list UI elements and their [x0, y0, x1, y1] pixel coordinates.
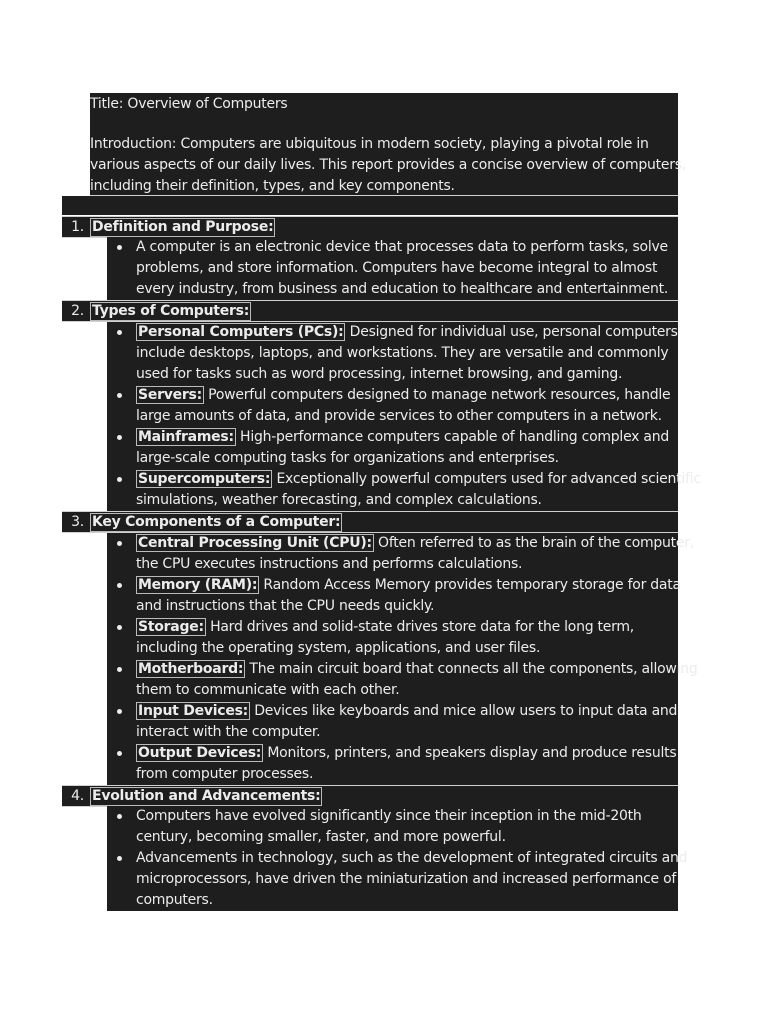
spacer-band: [62, 196, 678, 215]
bullet-term: Input Devices:: [138, 703, 248, 719]
bullet-term: Servers:: [138, 387, 202, 403]
bullet-line: [136, 806, 642, 827]
bullet-term: Central Processing Unit (CPU):: [138, 535, 372, 551]
bullet-text: Advancements in technology, such as the development of integrated circuits and: [136, 850, 688, 866]
bullet-line: [136, 490, 542, 511]
bullet-icon: [117, 541, 122, 546]
bullet-text: High-performance computers capable of handling complex and: [235, 429, 670, 445]
bullet-icon: [117, 751, 122, 756]
bullet-text: the CPU executes instructions and performs calculations.: [136, 556, 523, 572]
bullet-line: [136, 237, 668, 258]
bullet-line: [136, 890, 213, 911]
bullet-line: [136, 448, 559, 469]
bullet-text: large-scale computing tasks for organizations and enterprises.: [136, 450, 559, 466]
bullet-text: Monitors, printers, and speakers display and produce results: [263, 745, 677, 761]
bullet-icon: [117, 477, 122, 482]
section-heading-row: [62, 300, 678, 322]
bullet-icon: [117, 245, 122, 250]
bullet-line: [136, 322, 678, 343]
bullet-line: [136, 279, 668, 300]
bullet-icon: [117, 709, 122, 714]
section-heading-row: [62, 216, 678, 238]
bullet-icon: [117, 330, 122, 335]
bullet-icon: [117, 583, 122, 588]
section-heading: Key Components of a Computer:: [92, 514, 341, 530]
bullet-term: Memory (RAM):: [138, 577, 258, 593]
bullet-line: [136, 596, 434, 617]
bullet-text: from computer processes.: [136, 766, 314, 782]
bullet-text: Powerful computers designed to manage network resources, handle: [203, 387, 671, 403]
bullet-line: [136, 680, 399, 701]
bullet-line: [136, 427, 669, 448]
section-heading-row: [62, 785, 678, 807]
bullet-line: [136, 469, 701, 490]
page-title: Title: Overview of Computers: [90, 96, 288, 112]
bullet-text: Computers have evolved significantly since their inception in the mid-20th: [136, 808, 642, 824]
section-number: 4.: [71, 788, 84, 804]
bullet-text: Random Access Memory provides temporary storage for data: [259, 577, 681, 593]
bullet-text: computers.: [136, 892, 213, 908]
bullet-text: include desktops, laptops, and workstations. They are versatile and commonly: [136, 345, 669, 361]
bullet-icon: [117, 856, 122, 861]
bullet-term: Output Devices:: [138, 745, 262, 761]
bullet-term: Supercomputers:: [138, 471, 271, 487]
bullet-line: [136, 554, 522, 575]
bullet-line: [136, 764, 313, 785]
bullet-text: including the operating system, applications, and user files.: [136, 640, 541, 656]
bullet-text: century, becoming smaller, faster, and more powerful.: [136, 829, 506, 845]
bullet-line: [136, 848, 687, 869]
bullet-text: problems, and store information. Computers have become integral to almost: [136, 260, 658, 276]
section-heading-row: [62, 511, 678, 533]
bullet-icon: [117, 667, 122, 672]
bullet-line: [136, 869, 676, 890]
bullet-line: [136, 406, 662, 427]
section-heading: Evolution and Advancements:: [92, 788, 321, 804]
bullet-text: used for tasks such as word processing, internet browsing, and gaming.: [136, 366, 623, 382]
bullet-line: [136, 617, 634, 638]
bullet-line: [136, 258, 657, 279]
bullet-text: Often referred to as the brain of the computer,: [373, 535, 694, 551]
bullet-line: [136, 638, 540, 659]
bullet-icon: [117, 435, 122, 440]
bullet-text: every industry, from business and education to healthcare and entertainment.: [136, 281, 669, 297]
bullet-line: [136, 827, 506, 848]
bullet-text: them to communicate with each other.: [136, 682, 400, 698]
bullet-text: and instructions that the CPU needs quickly.: [136, 598, 435, 614]
bullet-line: [136, 722, 320, 743]
bullet-line: [136, 743, 676, 764]
section-number: 3.: [71, 514, 84, 530]
bullet-line: [136, 533, 694, 554]
bullet-line: [136, 385, 670, 406]
bullet-icon: [117, 393, 122, 398]
bullet-icon: [117, 814, 122, 819]
bullet-term: Mainframes:: [138, 429, 234, 445]
bullet-icon: [117, 625, 122, 630]
intro-line: various aspects of our daily lives. This report provides a concise overview of computers,: [90, 157, 686, 173]
bullet-line: [136, 701, 677, 722]
bullet-term: Personal Computers (PCs):: [138, 324, 344, 340]
section-number: 1.: [71, 219, 84, 235]
section-heading: Definition and Purpose:: [92, 219, 274, 235]
intro-line: including their definition, types, and key components.: [90, 178, 455, 194]
bullet-line: [136, 364, 622, 385]
bullet-line: [136, 659, 698, 680]
bullet-text: Devices like keyboards and mice allow users to input data and: [250, 703, 678, 719]
bullet-term: Storage:: [138, 619, 204, 635]
bullet-text: interact with the computer.: [136, 724, 321, 740]
bullet-term: Motherboard:: [138, 661, 244, 677]
bullet-text: simulations, weather forecasting, and complex calculations.: [136, 492, 542, 508]
bullet-text: A computer is an electronic device that processes data to perform tasks, solve: [136, 239, 668, 255]
section-number: 2.: [71, 303, 84, 319]
bullet-line: [136, 343, 668, 364]
bullet-text: The main circuit board that connects all the components, allowing: [245, 661, 698, 677]
bullet-line: [136, 575, 681, 596]
bullet-text: Hard drives and solid-state drives store data for the long term,: [205, 619, 634, 635]
bullet-text: Exceptionally powerful computers used for advanced scientific: [272, 471, 701, 487]
bullet-text: large amounts of data, and provide services to other computers in a network.: [136, 408, 662, 424]
section-heading: Types of Computers:: [92, 303, 250, 319]
intro-line: Introduction: Computers are ubiquitous in modern society, playing a pivotal role in: [90, 136, 649, 152]
bullet-text: Designed for individual use, personal computers: [345, 324, 678, 340]
bullet-text: microprocessors, have driven the miniaturization and increased performance of: [136, 871, 677, 887]
